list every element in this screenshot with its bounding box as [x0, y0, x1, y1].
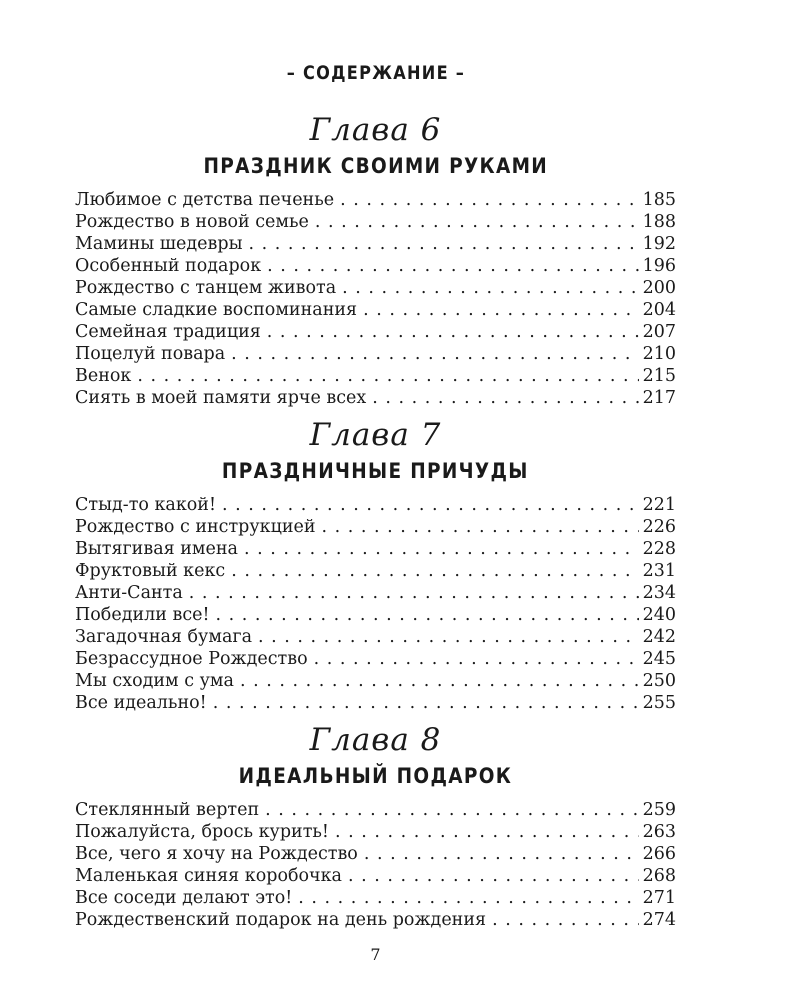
toc-header: [75, 0, 676, 86]
toc-entry-page: 196: [642, 256, 676, 276]
toc-entry-page: 240: [642, 605, 676, 625]
toc-entry-title: Семейная традиция: [75, 322, 261, 342]
toc-leader-dots: [267, 255, 639, 277]
chapter-title: ПРАЗДНИЧНЫЕ ПРИЧУДЫ: [222, 459, 529, 483]
toc-entry: [75, 692, 676, 714]
toc-entry: [75, 799, 676, 821]
toc-entry-page: 215: [642, 366, 676, 386]
toc-entry: [75, 343, 676, 365]
toc-entry: [75, 648, 676, 670]
chapter-label-wrap: [75, 720, 676, 766]
toc-entry-title: Загадочная бумага: [75, 627, 252, 647]
toc-leader-dots: [322, 516, 639, 538]
toc-entry-title: Все, чего я хочу на Рождество: [75, 844, 358, 864]
page-number: 7: [370, 945, 381, 964]
toc-entry: [75, 516, 676, 538]
chapter-label: Глава 6: [309, 112, 442, 148]
toc-entry: [75, 233, 676, 255]
toc-entry-title: Стыд-то какой!: [75, 495, 217, 515]
toc-leader-dots: [363, 299, 639, 321]
toc-entry-title: Все соседи делают это!: [75, 888, 293, 908]
toc-entry-page: 268: [642, 866, 676, 886]
toc-entry-title: Рождество в новой семье: [75, 212, 309, 232]
toc-entry: [75, 604, 676, 626]
toc-entry-page: 207: [642, 322, 676, 342]
chapter-label-wrap: [75, 110, 676, 156]
chapter-entries: [75, 494, 676, 714]
chapter-label: Глава 7: [309, 417, 442, 453]
chapter-title-wrap: [75, 461, 676, 484]
toc-leader-dots: [240, 670, 639, 692]
toc-leader-dots: [335, 821, 639, 843]
toc-entry-page: 242: [642, 627, 676, 647]
toc-entry: [75, 189, 676, 211]
toc-entry: [75, 321, 676, 343]
toc-leader-dots: [249, 233, 639, 255]
toc-entry: [75, 277, 676, 299]
toc-entry-title: Мамины шедевры: [75, 234, 243, 254]
toc-leader-dots: [231, 560, 639, 582]
toc-entry-page: 266: [642, 844, 676, 864]
toc-header-text: – СОДЕРЖАНИЕ –: [286, 62, 465, 84]
toc-entry-title: Рождественский подарок на день рождения: [75, 910, 487, 930]
chapter-section: [75, 720, 676, 931]
toc-entry-title: Поцелуй повара: [75, 344, 226, 364]
toc-entry-page: 226: [642, 517, 676, 537]
toc-leader-dots: [137, 365, 639, 387]
toc-entry: [75, 865, 676, 887]
toc-entry-page: 228: [642, 539, 676, 559]
chapter-entries: [75, 799, 676, 931]
toc-entry-page: 210: [642, 344, 676, 364]
toc-leader-dots: [231, 343, 639, 365]
toc-entry-title: Вытягивая имена: [75, 539, 238, 559]
toc-entry: [75, 887, 676, 909]
toc-entry-title: Анти-Санта: [75, 583, 183, 603]
chapter-title-wrap: [75, 156, 676, 179]
toc-entry-page: 250: [642, 671, 676, 691]
toc-entry: [75, 255, 676, 277]
toc-entry-title: Венок: [75, 366, 132, 386]
chapter-label: Глава 8: [309, 722, 442, 758]
toc-entry-page: 259: [642, 800, 676, 820]
toc-entry: [75, 538, 676, 560]
chapter-entries: [75, 189, 676, 409]
toc-leader-dots: [314, 648, 639, 670]
toc-leader-dots: [265, 799, 639, 821]
toc-entry-title: Маленькая синяя коробочка: [75, 866, 342, 886]
toc-entry: [75, 560, 676, 582]
toc-leader-dots: [267, 321, 639, 343]
toc-entry: [75, 494, 676, 516]
toc-entry-page: 274: [642, 910, 676, 930]
toc-leader-dots: [244, 538, 639, 560]
toc-leader-dots: [492, 909, 639, 931]
toc-leader-dots: [213, 692, 639, 714]
toc-leader-dots: [348, 865, 639, 887]
toc-entry-title: Рождество с танцем живота: [75, 278, 337, 298]
toc-leader-dots: [222, 494, 639, 516]
chapter-title: ИДЕАЛЬНЫЙ ПОДАРОК: [238, 764, 513, 788]
toc-entry-page: 192: [642, 234, 676, 254]
toc-entry-page: 255: [642, 693, 676, 713]
toc-leader-dots: [298, 887, 639, 909]
toc-entry-title: Любимое с детства печенье: [75, 190, 335, 210]
toc-entry-title: Фруктовый кекс: [75, 561, 226, 581]
toc-leader-dots: [364, 843, 639, 865]
chapter-section: [75, 415, 676, 714]
toc-entry: [75, 670, 676, 692]
toc-entry: [75, 843, 676, 865]
toc-entry-page: 200: [642, 278, 676, 298]
toc-entry: [75, 582, 676, 604]
toc-entry-page: 221: [642, 495, 676, 515]
toc-leader-dots: [258, 626, 639, 648]
toc-entry-page: 263: [642, 822, 676, 842]
toc-entry-title: Победили все!: [75, 605, 210, 625]
chapter-label-wrap: [75, 415, 676, 461]
toc-entry-title: Особенный подарок: [75, 256, 262, 276]
toc-entry-title: Рождество с инструкцией: [75, 517, 316, 537]
toc-entry: [75, 821, 676, 843]
toc-leader-dots: [189, 582, 639, 604]
toc-leader-dots: [372, 387, 639, 409]
toc-entry-page: 271: [642, 888, 676, 908]
toc-entry: [75, 365, 676, 387]
chapter-title-wrap: [75, 766, 676, 789]
chapters-container: [75, 110, 676, 931]
toc-entry: [75, 626, 676, 648]
toc-entry-title: Пожалуйста, брось курить!: [75, 822, 329, 842]
chapter-title: ПРАЗДНИК СВОИМИ РУКАМИ: [203, 154, 548, 178]
toc-entry-page: 217: [642, 388, 676, 408]
toc-entry-title: Безрассудное Рождество: [75, 649, 308, 669]
toc-leader-dots: [315, 211, 639, 233]
toc-leader-dots: [342, 277, 639, 299]
toc-entry-page: 188: [642, 212, 676, 232]
toc-entry-title: Стеклянный вертеп: [75, 800, 260, 820]
toc-entry-title: Самые сладкие воспоминания: [75, 300, 358, 320]
book-toc-page: [75, 0, 676, 965]
toc-entry: [75, 211, 676, 233]
toc-entry: [75, 387, 676, 409]
toc-entry-page: 204: [642, 300, 676, 320]
toc-leader-dots: [340, 189, 639, 211]
toc-entry: [75, 909, 676, 931]
toc-entry-page: 245: [642, 649, 676, 669]
toc-entry-title: Мы сходим с ума: [75, 671, 234, 691]
toc-leader-dots: [216, 604, 639, 626]
toc-entry-title: Сиять в моей памяти ярче всех: [75, 388, 367, 408]
toc-entry-title: Все идеально!: [75, 693, 207, 713]
toc-entry: [75, 299, 676, 321]
toc-entry-page: 231: [642, 561, 676, 581]
chapter-section: [75, 110, 676, 409]
toc-entry-page: 234: [642, 583, 676, 603]
toc-entry-page: 185: [642, 190, 676, 210]
